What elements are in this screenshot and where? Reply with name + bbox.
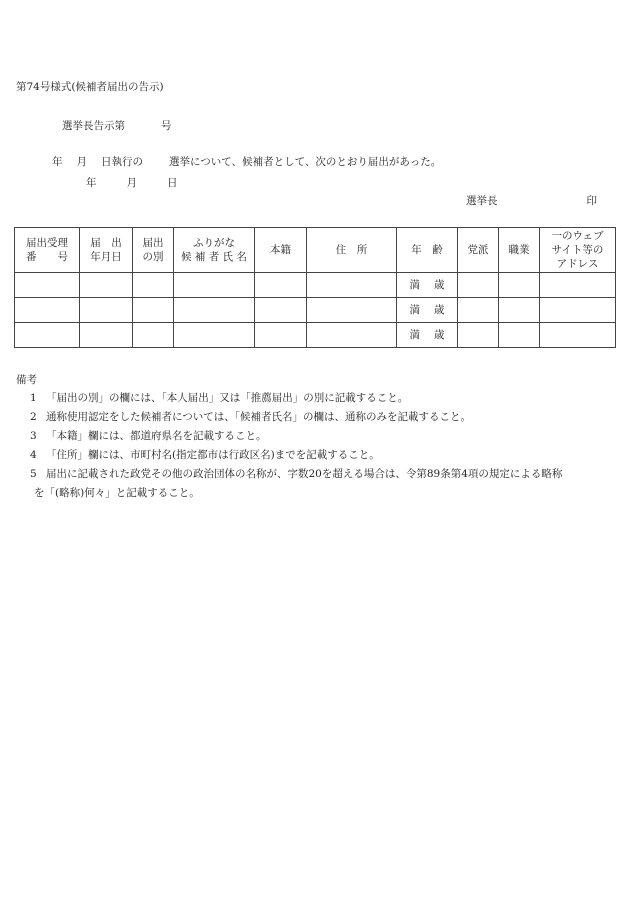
remark-number: 2 xyxy=(30,411,37,423)
form-title: 第74号様式(候補者届出の告示) xyxy=(16,81,164,93)
header-receipt-number: 届出受理 番 号 xyxy=(15,228,80,273)
cell-filing-date xyxy=(80,323,133,348)
cell-filing-type xyxy=(133,298,174,323)
remarks-title: 備考 xyxy=(16,374,37,386)
cell-filing-type xyxy=(133,323,174,348)
statement-text: 選挙について、候補者として、次のとおり届出があった。 xyxy=(169,156,442,168)
remark-continuation: を「(略称)何々」と記載すること。 xyxy=(34,487,200,499)
remark-number: 4 xyxy=(30,449,37,461)
table-row xyxy=(15,298,616,323)
header-age: 年 齢 xyxy=(397,228,458,273)
cell-filing-date xyxy=(80,273,133,298)
remark-item xyxy=(30,391,408,405)
cell-occupation xyxy=(499,323,540,348)
remark-number: 3 xyxy=(30,430,37,442)
cell-receipt-number xyxy=(15,273,80,298)
official-title: 選挙長 xyxy=(466,195,498,207)
remark-text: 「本籍」欄には、都道府県名を記載すること。 xyxy=(46,430,267,442)
notice-prefix: 選挙長告示第 xyxy=(62,120,125,132)
header-occupation: 職業 xyxy=(499,228,540,273)
header-address: 住 所 xyxy=(307,228,397,273)
header-filing-date: 届 出 年月日 xyxy=(80,228,133,273)
cell-candidate-name xyxy=(174,273,255,298)
remark-text: 通称使用認定をした候補者については、「候補者氏名」の欄は、通称のみを記載すること。 xyxy=(46,411,472,423)
remark-item xyxy=(30,448,380,462)
remark-item xyxy=(30,467,562,481)
cell-occupation xyxy=(499,298,540,323)
official-signature-line xyxy=(466,194,597,208)
candidate-table xyxy=(14,227,616,348)
date-year: 年 xyxy=(86,177,97,189)
cell-candidate-name xyxy=(174,298,255,323)
notice-suffix: 号 xyxy=(161,120,172,132)
statement-line xyxy=(52,155,441,169)
cell-age: 満 歳 xyxy=(397,273,458,298)
remark-number: 5 xyxy=(30,468,37,480)
cell-website xyxy=(540,298,616,323)
header-website: 一のウェブ サイト等の アドレス xyxy=(540,228,616,273)
cell-domicile xyxy=(255,273,307,298)
cell-filing-date xyxy=(80,298,133,323)
cell-domicile xyxy=(255,323,307,348)
cell-filing-type xyxy=(133,273,174,298)
cell-party xyxy=(458,323,499,348)
header-filing-type: 届出 の別 xyxy=(133,228,174,273)
statement-day-held: 日執行の xyxy=(101,156,143,168)
header-candidate-name: ふりがな 候 補 者 氏 名 xyxy=(174,228,255,273)
statement-month: 月 xyxy=(76,156,87,168)
date-day: 日 xyxy=(167,177,178,189)
cell-candidate-name xyxy=(174,323,255,348)
cell-address xyxy=(307,323,397,348)
cell-age: 満 歳 xyxy=(397,298,458,323)
cell-domicile xyxy=(255,298,307,323)
cell-party xyxy=(458,298,499,323)
cell-website xyxy=(540,323,616,348)
remark-item xyxy=(30,429,267,443)
cell-website xyxy=(540,273,616,298)
remark-text: 「住所」欄には、市町村名(指定都市は行政区名)までを記載すること。 xyxy=(46,449,380,461)
date-line xyxy=(86,176,178,190)
header-party: 党派 xyxy=(458,228,499,273)
remark-number: 1 xyxy=(30,392,37,404)
table-header-row xyxy=(15,228,616,273)
cell-occupation xyxy=(499,273,540,298)
remark-text: 「届出の別」の欄には、「本人届出」又は「推薦届出」の別に記載すること。 xyxy=(46,392,409,404)
statement-year: 年 xyxy=(52,156,63,168)
cell-receipt-number xyxy=(15,323,80,348)
cell-party xyxy=(458,273,499,298)
cell-address xyxy=(307,273,397,298)
header-domicile: 本籍 xyxy=(255,228,307,273)
remark-text: 届出に記載された政党その他の政治団体の名称が、字数20を超える場合は、令第89条第4項の規定による略称 xyxy=(46,468,563,480)
cell-age: 満 歳 xyxy=(397,323,458,348)
cell-address xyxy=(307,298,397,323)
date-month: 月 xyxy=(126,177,137,189)
cell-receipt-number xyxy=(15,298,80,323)
table-row xyxy=(15,273,616,298)
notice-number-line xyxy=(62,119,172,133)
seal-mark: 印 xyxy=(586,195,597,207)
table-row xyxy=(15,323,616,348)
remark-item xyxy=(30,410,471,424)
